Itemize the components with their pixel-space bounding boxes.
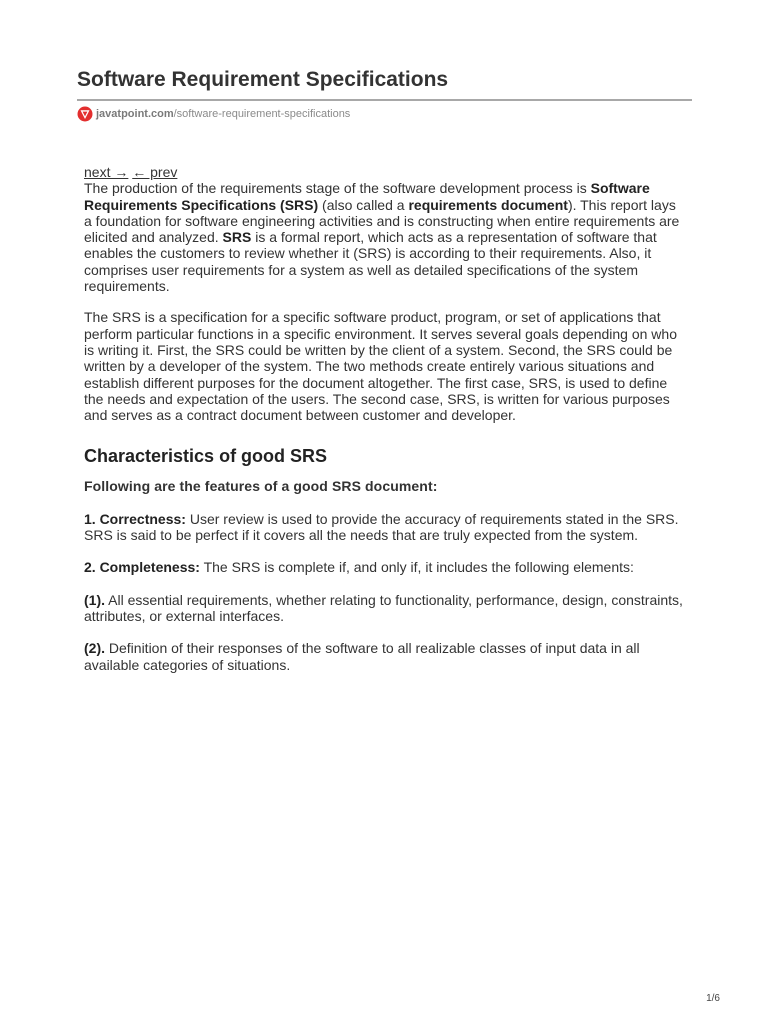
title-divider [77, 99, 692, 101]
list-item [84, 559, 684, 575]
item-text: All essential requirements, whether relating to functionality, performance, design, constraints, attributes, or external interfaces. [84, 591, 683, 624]
source-path[interactable]: /software-requirement-specifications [173, 108, 351, 120]
list-item [84, 592, 684, 625]
prev-link[interactable]: ← prev [132, 164, 178, 180]
intro-text: is a formal report, which acts as a representation of software that enables the customers to review whether it (SRS) is according to their requirements. Also, it comprises user requirements for a system as well as detailed specifications of the system requirements. [84, 229, 657, 295]
item-label: 1. Correctness: [84, 510, 186, 527]
item-text: Definition of their responses of the software to all realizable classes of input data in all available categories of situations. [84, 640, 640, 673]
item-label: (1). [84, 591, 105, 608]
intro-paragraph-2: The SRS is a specification for a specific software product, program, or set of applications that perform particular functions in a specific environment. It serves several goals depending on who is writing it. First, the SRS could be written by the client of a system. Second, the SRS could be written by a developer of the system. The two methods create entirely various situations and establish different purposes for the document altogether. The first case, SRS, is used to define the needs and expectation of the users. The second case, SRS, is written for various purposes and serves as a contract document between customer and developer. [84, 309, 677, 424]
item-text: The SRS is complete if, and only if, it includes the following elements: [199, 559, 634, 576]
page-title: Software Requirement Specifications [77, 68, 449, 91]
intro-text: (also called a [318, 196, 409, 213]
item-label: (2). [84, 640, 105, 657]
item-text: User review is used to provide the accuracy of requirements stated in the SRS. SRS is said to be perfect if it covers all the needs that are truly expected from the system. [84, 510, 679, 544]
source-domain[interactable]: javatpoint.com [96, 108, 174, 120]
article-body [84, 164, 684, 673]
intro-text: ). This report lays a foundation for software engineering activities and is constructing when entire requirements are elicited and analyzed. [84, 196, 680, 246]
features-intro: Following are the features of a good SRS document: [84, 478, 438, 495]
page-number: 1/6 [706, 993, 720, 1004]
requirements-document-term: requirements document [408, 196, 568, 213]
intro-text: The production of the requirements stage of the software development process is [84, 180, 591, 197]
srs-abbreviation: SRS [222, 229, 252, 246]
item-label: 2. Completeness: [84, 559, 200, 576]
list-item [84, 511, 684, 544]
section-heading: Characteristics of good SRS [84, 446, 328, 467]
list-item [84, 640, 684, 673]
intro-paragraph-1 [84, 180, 684, 294]
javatpoint-logo-icon [77, 106, 93, 122]
source-url[interactable] [77, 105, 350, 123]
srs-term: Software Requirements Specifications (SRS) [84, 180, 650, 213]
next-link[interactable]: next → [84, 164, 129, 180]
pagination-nav [84, 164, 684, 180]
